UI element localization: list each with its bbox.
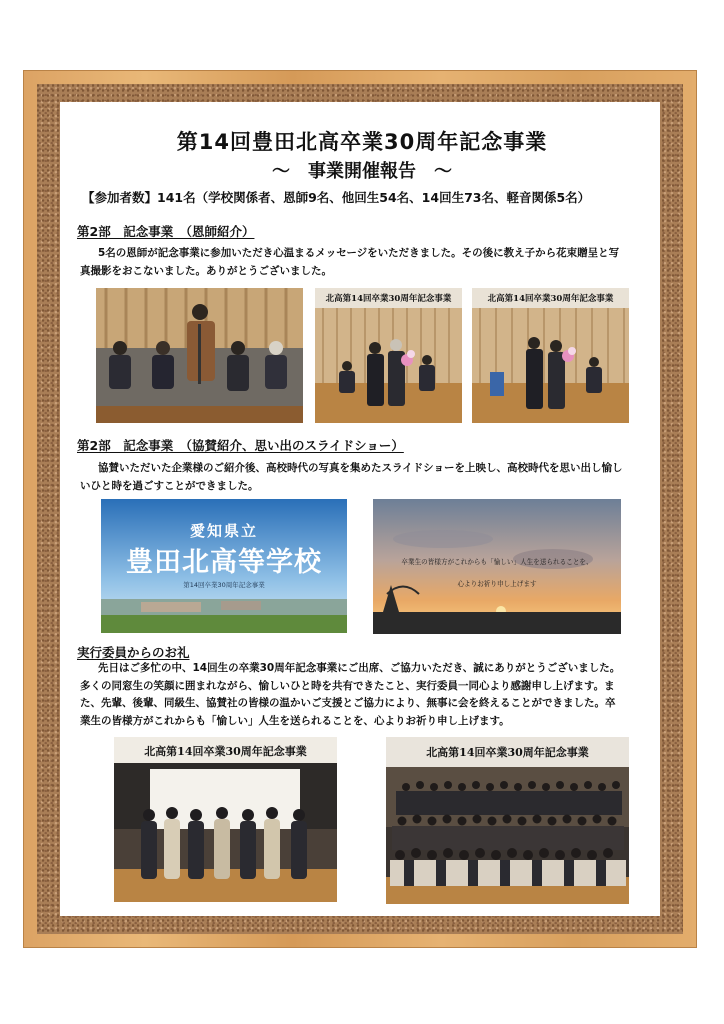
photo-bouquet-2 <box>472 288 629 423</box>
participant-summary: 【参加者数】141名（学校関係者、恩師9名、他回生54名、14回生73名、軽音関係5名） <box>82 190 591 205</box>
photo-group <box>386 737 629 904</box>
banner-text-photo2: 北高第14回卒業30周年記念事業 <box>325 294 452 304</box>
banner-text-photo4: 北高第14回卒業30周年記念事業 <box>144 745 307 758</box>
page-title: 第14回豊田北高卒業30周年記念事業 <box>176 130 548 154</box>
photo-teacher-speech <box>96 288 303 423</box>
slide-sunset-message <box>373 499 621 634</box>
section3-body: 先日はご多忙の中、14回生の卒業30周年記念事業にご出席、ご協力いただき、誠にありがとうございました。多くの同窓生の笑顔に囲まれながら、愉しいひと時を共有できたこと、実行委員一同心より感謝申し上げます。また、先輩、後輩、同級生、協賛社の皆様の温かいご支援とご協力により、無事に会を終えることができました。卒業生の皆様方がこれからも「愉しい」人生を送られることを、心よりお祈り申し上げます。 <box>80 662 621 727</box>
page-subtitle: ～ 事業開催報告 ～ <box>272 161 452 182</box>
section2-heading: 第2部 記念事業 （協賛紹介、思い出のスライドショー） <box>77 438 404 453</box>
slide1-top-text: 愛知県立 <box>189 522 258 540</box>
banner-text-photo5: 北高第14回卒業30周年記念事業 <box>426 746 589 759</box>
banner-text-photo3: 北高第14回卒業30周年記念事業 <box>487 294 614 304</box>
section2-body: 協賛いただいた企業様のご紹介後、高校時代の写真を集めたスライドショーを上映し、高校時代を思い出し愉しいひと時を過ごすことができました。 <box>80 462 623 492</box>
slide1-school-text: 豊田北高等学校 <box>126 547 322 578</box>
photo-committee <box>114 737 337 902</box>
section3-heading: 実行委員からのお礼 <box>77 645 190 660</box>
section1-body: 5名の恩師が記念事業に参加いただき心温まるメッセージをいただきました。その後に教え子から花束贈呈と写真撮影をおこないました。ありがとうございました。 <box>80 247 620 277</box>
slide2-line1: 卒業生の皆様方がこれからも「愉しい」人生を送られることを、 <box>401 558 593 566</box>
slide2-line2: 心よりお祈り申し上げます <box>457 580 537 588</box>
slide1-caption: 第14回卒業30周年記念事業 <box>183 581 265 589</box>
photo-bouquet-1 <box>315 288 462 423</box>
section1-heading: 第2部 記念事業 （恩師紹介） <box>77 224 255 239</box>
